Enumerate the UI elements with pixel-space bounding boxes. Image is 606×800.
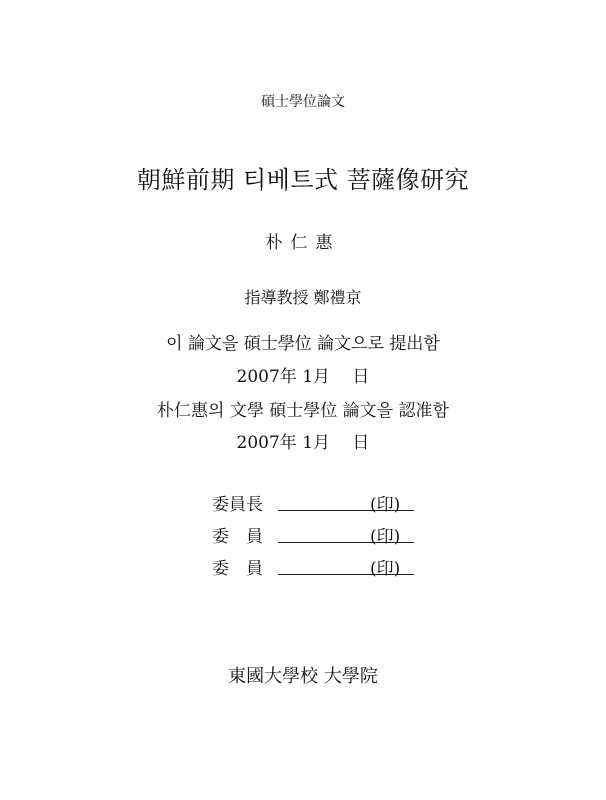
committee-row-member — [212, 554, 452, 580]
committee-role: 委員長 — [212, 495, 263, 515]
seal-mark: (印) — [370, 495, 401, 515]
committee-role: 委 員 — [212, 559, 263, 579]
approval-date: 2007年 1月 日 — [236, 433, 370, 453]
thesis-title: 朝鮮前期 티베트式 菩薩像研究 — [136, 166, 470, 194]
seal-mark: (印) — [370, 559, 401, 579]
committee-role: 委 員 — [212, 527, 263, 547]
institution-name: 東國大學校 大學院 — [228, 666, 378, 687]
committee-row-chair — [212, 490, 452, 516]
committee-row-member — [212, 522, 452, 548]
author-name: 朴仁惠 — [265, 233, 341, 253]
submission-statement: 이 論文을 碩士學位 論文으로 提出함 — [166, 334, 440, 354]
submission-date: 2007年 1月 日 — [236, 367, 370, 387]
approval-statement: 朴仁惠의 文學 碩士學位 論文을 認准함 — [157, 401, 449, 421]
degree-type: 碩士學位論文 — [261, 94, 345, 110]
advisor-line: 指導教授 鄭禮京 — [244, 288, 362, 307]
seal-mark: (印) — [370, 527, 401, 547]
